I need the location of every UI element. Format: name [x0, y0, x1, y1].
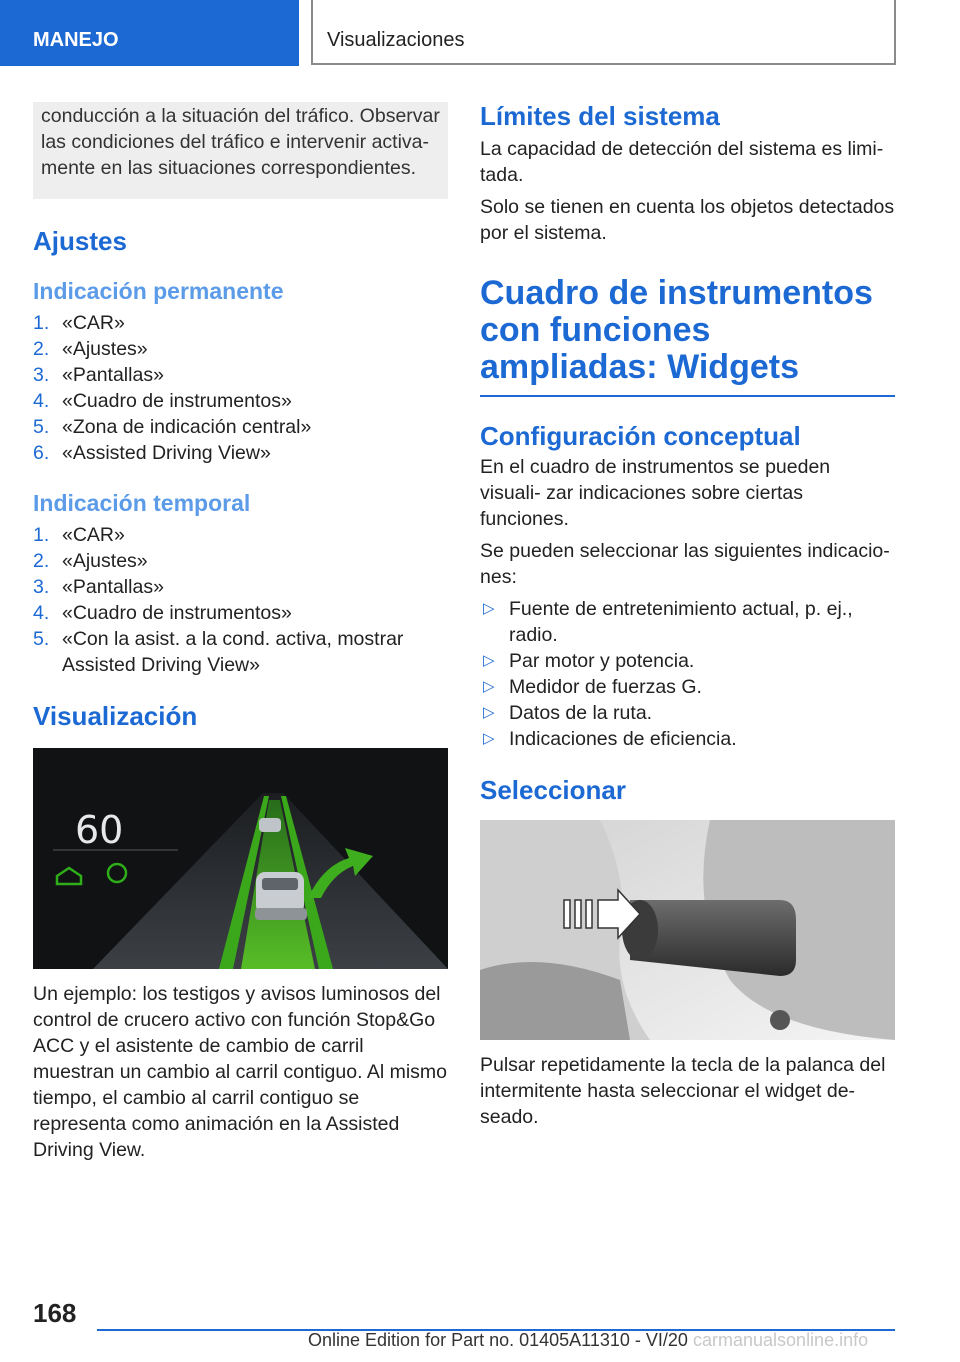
concept-paragraph-1: En el cuadro de instrumentos se pueden visuali‐ zar indicaciones sobre ciertas funciones.	[480, 456, 831, 530]
temporary-step	[33, 600, 448, 626]
step-number: 4.	[33, 390, 50, 412]
note-text: conducción a la situación del tráfico. Observar las condiciones del tráfico e intervenir activa‐ mente en las situaciones correspondientes.	[41, 105, 440, 179]
permanent-step	[33, 414, 448, 440]
temporary-step	[33, 548, 448, 574]
step-text: «Assisted Driving View»	[62, 442, 271, 464]
widget-option	[480, 726, 895, 752]
widget-option	[480, 596, 895, 648]
permanent-step	[33, 336, 448, 362]
widget-option-text: Fuente de entretenimiento actual, p. ej., radio.	[509, 598, 853, 646]
temporary-steps	[33, 522, 448, 678]
step-number: 3.	[33, 576, 50, 598]
permanent-heading: Indicación permanente	[33, 278, 284, 304]
permanent-steps	[33, 310, 448, 466]
step-text: «Cuadro de instrumentos»	[62, 390, 292, 412]
triangle-bullet-icon: ▷	[483, 678, 495, 695]
edition-text: Online Edition for Part no. 01405A11310 - VI/20	[308, 1330, 688, 1350]
step-text: «Ajustes»	[62, 550, 148, 572]
driving-view-illustration	[33, 748, 448, 969]
step-number: 5.	[33, 628, 50, 650]
limits-paragraph-2: Solo se tienen en cuenta los objetos detectados por el sistema.	[480, 196, 895, 244]
widget-option	[480, 700, 895, 726]
step-text: «Ajustes»	[62, 338, 148, 360]
turn-signal-stalk-illustration	[480, 820, 895, 1040]
step-number: 2.	[33, 338, 50, 360]
step-text: «CAR»	[62, 524, 125, 546]
step-text: «CAR»	[62, 312, 125, 334]
right-column	[480, 102, 895, 1130]
permanent-step	[33, 388, 448, 414]
step-text: «Con la asist. a la cond. activa, mostrar Assisted Driving View»	[62, 628, 404, 676]
temporary-heading: Indicación temporal	[33, 490, 251, 516]
step-number: 1.	[33, 312, 50, 334]
section-tab	[0, 0, 299, 66]
speed-readout: 60	[75, 808, 124, 852]
watermark: carmanualsonline.info	[693, 1330, 869, 1350]
note-box	[33, 102, 448, 199]
temporary-step	[33, 522, 448, 548]
triangle-bullet-icon: ▷	[483, 704, 495, 721]
widget-option-text: Medidor de fuerzas G.	[509, 676, 702, 698]
concept-heading: Configuración conceptual	[480, 421, 801, 451]
limits-heading: Límites del sistema	[480, 101, 720, 131]
step-number: 3.	[33, 364, 50, 386]
widget-option-text: Indicaciones de eficiencia.	[509, 728, 737, 750]
select-paragraph: Pulsar repetidamente la tecla de la palanca del intermitente hasta seleccionar el widget de‐ seado.	[480, 1054, 886, 1128]
page-number: 168	[33, 1298, 77, 1328]
widget-option-text: Datos de la ruta.	[509, 702, 653, 724]
step-number: 6.	[33, 442, 50, 464]
triangle-bullet-icon: ▷	[483, 600, 495, 617]
step-text: «Zona de indicación central»	[62, 416, 312, 438]
temporary-step	[33, 626, 448, 678]
limits-paragraph-1: La capacidad de detección del sistema es limi‐ tada.	[480, 138, 884, 186]
step-number: 2.	[33, 550, 50, 572]
widget-options-list	[480, 596, 895, 752]
widget-option	[480, 674, 895, 700]
permanent-step	[33, 362, 448, 388]
step-text: «Cuadro de instrumentos»	[62, 602, 292, 624]
chapter-title: Cuadro de instrumentos con funciones ampliadas: Widgets	[480, 274, 873, 386]
chapter-header	[311, 0, 896, 65]
step-text: «Pantallas»	[62, 576, 164, 598]
triangle-bullet-icon: ▷	[483, 730, 495, 747]
chapter-header-title: Visualizaciones	[327, 29, 465, 51]
step-number: 5.	[33, 416, 50, 438]
display-heading: Visualización	[33, 701, 198, 731]
select-heading: Seleccionar	[480, 775, 626, 805]
permanent-step	[33, 440, 448, 466]
permanent-step	[33, 310, 448, 336]
widget-option	[480, 648, 895, 674]
concept-paragraph-2: Se pueden seleccionar las siguientes indicacio‐ nes:	[480, 540, 890, 588]
image-caption: Un ejemplo: los testigos y avisos luminosos del control de crucero activo con función Stop&Go ACC y el asistente de cambio de carril muestran un cambio al carril contiguo. Al mismo tiempo, el cambio al carril contiguo se representa como animación en la Assisted Driving View.	[33, 983, 448, 1161]
left-column	[33, 102, 448, 1163]
driving-view-image	[33, 748, 448, 969]
step-text: «Pantallas»	[62, 364, 164, 386]
widget-option-text: Par motor y potencia.	[509, 650, 695, 672]
triangle-bullet-icon: ▷	[483, 652, 495, 669]
stalk-image	[480, 820, 895, 1040]
title-rule	[480, 395, 895, 397]
section-label: MANEJO	[33, 29, 119, 51]
temporary-step	[33, 574, 448, 600]
step-number: 4.	[33, 602, 50, 624]
step-number: 1.	[33, 524, 50, 546]
settings-heading: Ajustes	[33, 226, 127, 256]
